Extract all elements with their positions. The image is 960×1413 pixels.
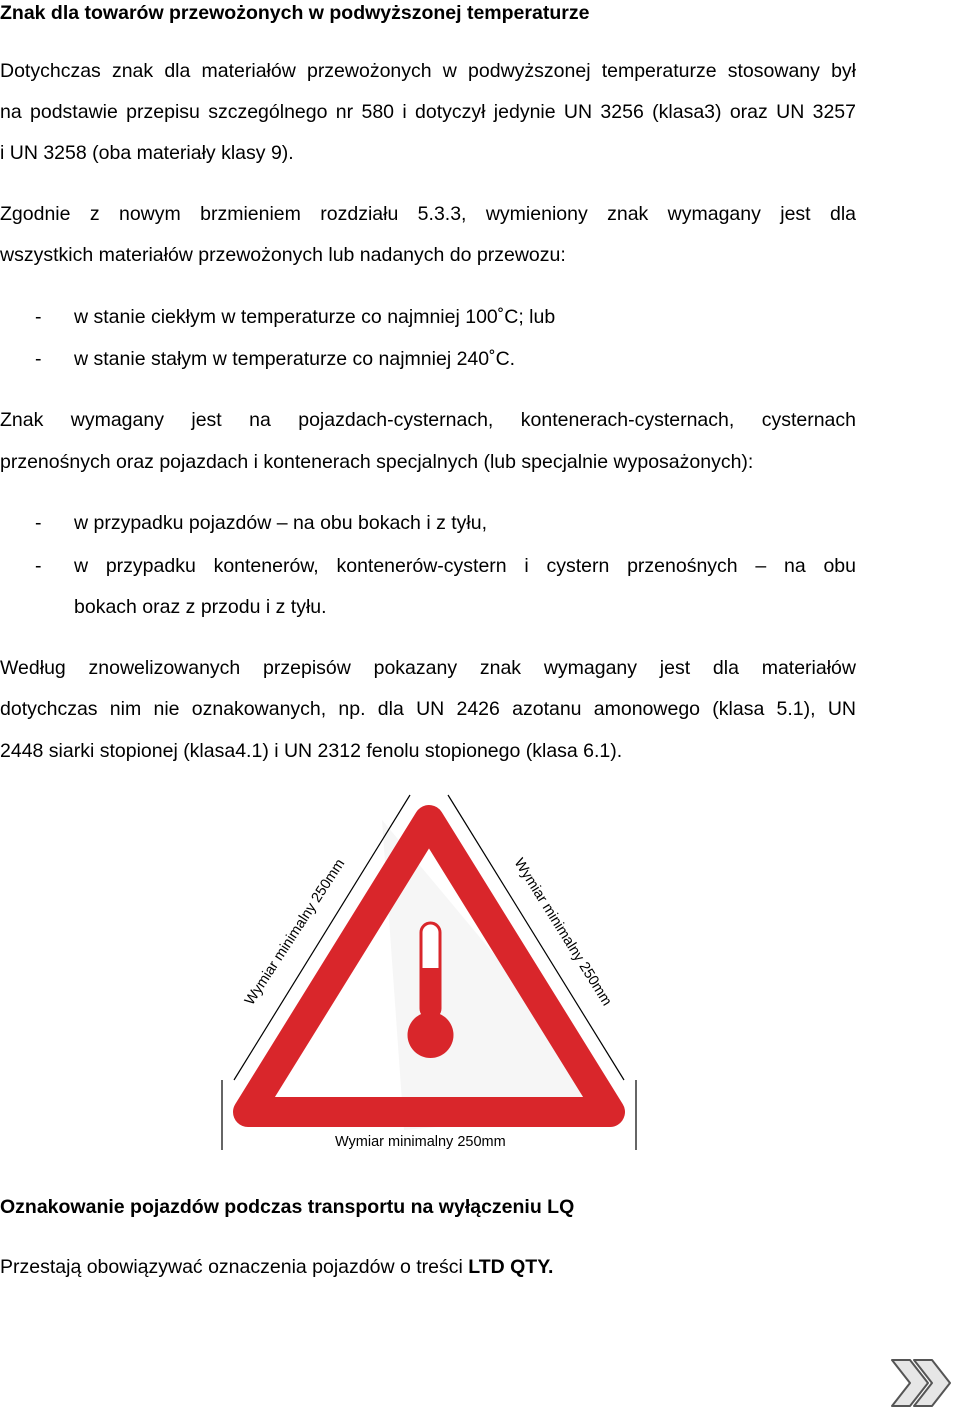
- list-item-continuation: bokach oraz z przodu i z tyłu.: [74, 596, 327, 618]
- section-heading: Znak dla towarów przewożonych w podwyższonej temperaturze: [0, 2, 590, 24]
- list-item: w przypadku pojazdów – na obu bokach i z tyłu,: [74, 512, 487, 534]
- list-item: w przypadku kontenerów, kontenerów-cystern i cystern przenośnych – na obu: [74, 555, 856, 577]
- dimension-label-left: Wymiar minimalny 250mm: [241, 856, 349, 1009]
- paragraph-line: na podstawie przepisu szczególnego nr 580 i dotyczył jedynie UN 3256 (klasa3) oraz UN 3257: [0, 101, 856, 123]
- paragraph-line: 2448 siarki stopionej (klasa4.1) i UN 2312 fenolu stopionego (klasa 6.1).: [0, 740, 623, 762]
- paragraph-line: wszystkich materiałów przewożonych lub nadanych do przewozu:: [0, 244, 566, 266]
- left-dimension-line: [234, 795, 410, 1080]
- dimension-label-right: Wymiar minimalny 250mm: [510, 855, 615, 1009]
- paragraph-line: Dotychczas znak dla materiałów przewożonych w podwyższonej temperaturze stosowany był: [0, 60, 856, 82]
- paragraph-line: dotychczas nim nie oznakowanych, np. dla UN 2426 azotanu amonowego (klasa 5.1), UN: [0, 698, 856, 720]
- paragraph-line: Znak wymagany jest na pojazdach-cysternach, kontenerach-cysternach, cysternach: [0, 409, 856, 431]
- emphasis-text: LTD QTY.: [468, 1256, 554, 1278]
- paragraph-text: Przestają obowiązywać oznaczenia pojazdów o treści: [0, 1256, 469, 1278]
- section-heading: Oznakowanie pojazdów podczas transportu na wyłączeniu LQ: [0, 1196, 575, 1218]
- list-bullet: -: [35, 512, 42, 534]
- list-item: w stanie ciekłym w temperaturze co najmniej 100˚C; lub: [74, 306, 556, 328]
- high-temperature-warning-sign: [214, 790, 644, 1160]
- paragraph-line: Zgodnie z nowym brzmieniem rozdziału 5.3.3, wymieniony znak wymagany jest dla: [0, 203, 856, 225]
- double-chevron-right-icon[interactable]: [888, 1358, 954, 1408]
- thermometer-bulb: [408, 1012, 454, 1058]
- list-bullet: -: [35, 555, 42, 577]
- list-bullet: -: [35, 348, 42, 370]
- paragraph-line: i UN 3258 (oba materiały klasy 9).: [0, 142, 294, 164]
- paragraph-line: przenośnych oraz pojazdach i kontenerach specjalnych (lub specjalnie wyposażonych):: [0, 451, 754, 473]
- list-bullet: -: [35, 306, 42, 328]
- list-item: w stanie stałym w temperaturze co najmniej 240˚C.: [74, 348, 516, 370]
- dimension-label-bottom: Wymiar minimalny 250mm: [335, 1134, 506, 1150]
- paragraph-line: [0, 1254, 856, 1280]
- paragraph-line: Według znowelizowanych przepisów pokazany znak wymagany jest dla materiałów: [0, 657, 856, 679]
